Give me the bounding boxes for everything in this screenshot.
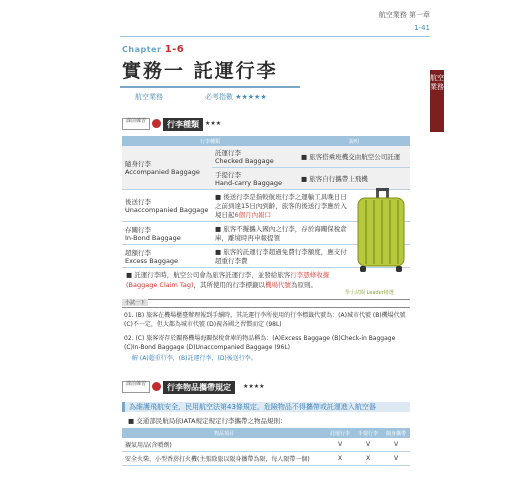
chapter-prefix: Chapter: [122, 45, 162, 54]
table-cell: ■ 旅客的託運行李超過免費行李額度，應支付超重行李費: [212, 245, 410, 268]
question-item: 01. (B) 旅客在機場櫃臺辦理報到手續時，其託運行李所使用的行李標籤代號為：(A)城市代號 (B)機場代號 (C)不一定，但大都為城市代號 (D)視各國之習慣而定 (98L): [124, 312, 406, 328]
table-cell: X: [326, 452, 354, 466]
table-cell: X: [354, 452, 382, 466]
section-stars: ★★★★: [243, 383, 265, 390]
table-cell: V: [382, 438, 410, 452]
table-row: [122, 146, 410, 168]
page-number: 1-41: [414, 24, 430, 32]
section-bullet-icon: [152, 382, 161, 391]
section-tag-box: 課前練習: [122, 381, 150, 393]
table-header-cell: 物品項目: [122, 428, 326, 438]
table-cell: 存關行李 In-Bond Baggage: [122, 222, 212, 245]
table-header-cell: 手提行李: [354, 428, 382, 438]
table-row: [122, 438, 410, 452]
page-title: 實務一 託運行李: [122, 60, 278, 82]
items-table: [122, 428, 410, 466]
suitcase-image: [352, 188, 410, 274]
table-header-cell: 行李種類: [122, 136, 298, 146]
highlighted-phrase: 機場代號: [264, 281, 291, 289]
quiz-separator: [122, 299, 410, 308]
publisher-labels: 學士試閱 Leader精選: [345, 290, 394, 296]
running-header: 航空業務 第一章: [378, 11, 430, 19]
table-header-row: [122, 428, 410, 438]
table-cell: ■ 旅客自行攜帶上飛機: [298, 168, 410, 190]
table-cell: ■ 旅客搭乘班機交由航空公司託運: [298, 146, 410, 168]
table-cell: 後送行李 Unaccompanied Baggage: [122, 190, 212, 222]
table-cell: 隨身行李 Accompanied Baggage: [122, 146, 212, 190]
section-stars: ★★★: [205, 120, 222, 127]
table-cell: V: [382, 452, 410, 466]
table-cell-text: ■ 後送行李是指較航班行李之運輸工具晚日日之前到達15日內到齡，旅客的後送行李應於入境日起6個月內報口: [215, 193, 347, 219]
regulation-banner: 為維護飛航安全，民用航空法第43條規定，危險物品不得攜帶或託運進入航空器: [122, 402, 410, 412]
subject-label: 航空業務: [135, 93, 163, 101]
section-tag-box: 課前練習: [122, 118, 150, 130]
table-cell: V: [354, 438, 382, 452]
regulation-subtext: ■ 交通部民航局依IATA規定規定行李攜帶之物品規則：: [128, 417, 287, 425]
table-cell: ■ 旅客不擬攜入國內之行李，存於海關保稅倉庫，離境時再申報提領: [212, 222, 410, 245]
table-cell: 襯氣用品(含噴劑): [122, 438, 326, 452]
table-header-row: [122, 136, 410, 146]
exam-importance: 必考指數 ★★★★★: [205, 93, 267, 101]
table-row: [122, 452, 410, 466]
section-bullet-icon: [152, 119, 161, 128]
table-cell: 託運行李 Checked Baggage: [212, 146, 298, 168]
highlighted-phrase: 行李憑條收據(Baggage Claim Tag): [126, 271, 330, 289]
table-cell: V: [326, 438, 354, 452]
section-title: 行李種類: [163, 118, 203, 131]
title-underline: [120, 86, 300, 88]
table-header-cell: 說明: [298, 136, 410, 146]
note-text: ■ 託運行李時，航空公司會為旅客託運行李，並發給旅客行李憑條收據(Baggage Claim Tag)，其所使用的行李標籤以機場代號為原則。: [126, 271, 330, 289]
section-title: 行李物品攜帶規定: [163, 381, 235, 394]
table-header-cell: 隨身攜帶: [382, 428, 410, 438]
chapter-label: [122, 44, 184, 55]
table-cell: 安全火柴、小型香菸打火機(主張除旅以限身攜帶為限，每人限帶一個): [122, 452, 326, 466]
chapter-number: 1-6: [164, 44, 185, 55]
highlighted-phrase: 6個月內報口: [234, 211, 272, 219]
answer-explanation: 解 (A)超重行李，(B)託運行李，(D)後送行李。: [132, 355, 257, 362]
header-rule: [120, 36, 430, 37]
side-chapter-tab: 航空業務: [430, 70, 444, 132]
table-header-cell: 託運行李: [326, 428, 354, 438]
question-item: 02. (C) 旅客寄存於關務機場海關保稅倉庫的物品稱為：(A)Excess Baggage (B)Check-in Baggage (C)In-Bond Baggage (D)Unaccompanied Baggage (96L): [124, 335, 396, 351]
note-paragraph: [126, 270, 356, 290]
quiz-tag: 小試一下: [122, 299, 148, 306]
table-cell: 手提行李 Hand-carry Baggage: [212, 168, 298, 190]
table-cell: 超額行李 Excess Baggage: [122, 245, 212, 268]
